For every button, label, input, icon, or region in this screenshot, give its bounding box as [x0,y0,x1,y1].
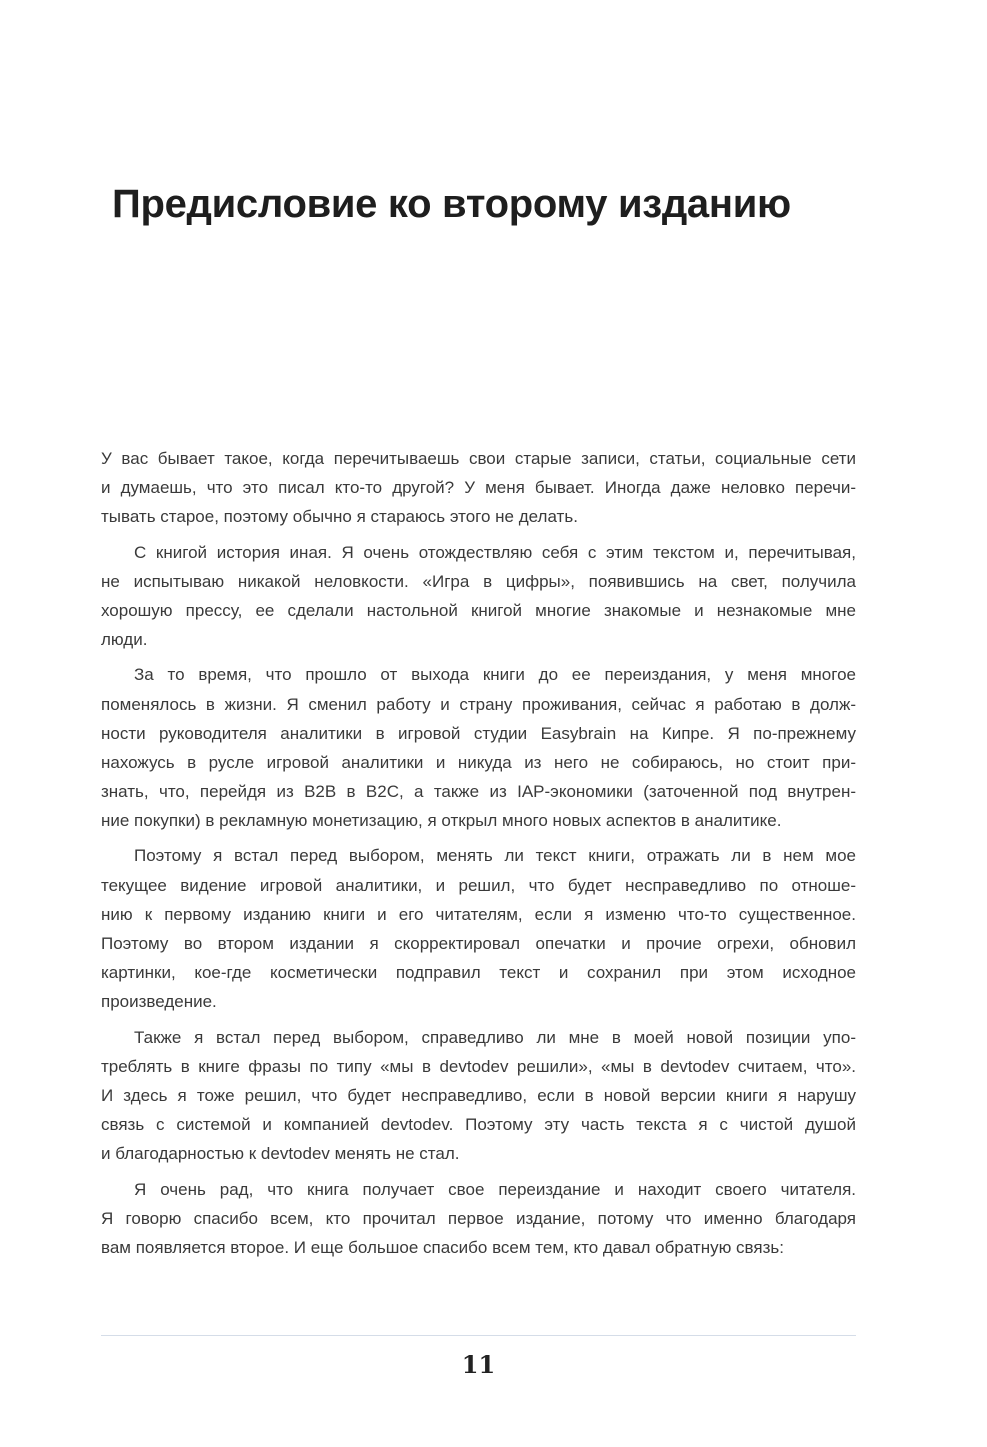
body-text [101,444,856,1268]
text-line: и думаешь, что это писал кто-то другой? У меня бывает. Иногда даже неловко перечи- [101,478,856,498]
paragraph [101,1023,856,1169]
paragraph [101,841,856,1016]
text-line: не испытываю никакой неловкости. «Игра в цифры», появившись на свет, получила [101,571,856,591]
text-line: люди. [101,630,148,650]
text-line: Поэтому я встал перед выбором, менять ли текст книги, отражать ли в нем мое [134,846,856,866]
paragraph [101,1175,856,1263]
footer-divider [101,1335,856,1336]
paragraph [101,444,856,532]
text-line: У вас бывает такое, когда перечитываешь свои старые записи, статьи, социальные сети [101,449,856,468]
paragraph [101,660,856,835]
text-line: С книгой история иная. Я очень отождествляю себя с этим текстом и, перечитывая, [134,542,856,562]
text-line: нию к первому изданию книги и его читателям, если я изменю что-то существенное. [101,904,856,924]
text-line: и благодарностью к devtodev менять не стал. [101,1144,460,1164]
text-line: За то время, что прошло от выхода книги до ее переиздания, у меня многое [134,665,856,685]
paragraph [101,538,856,655]
text-line: Я говорю спасибо всем, кто прочитал первое издание, потому что именно благодаря [101,1208,856,1228]
text-line: произведение. [101,992,217,1012]
page-title: Предисловие ко второму изданию [112,182,791,226]
text-line: Поэтому во втором издании я скорректировал опечатки и прочие огрехи, обновил [101,934,856,953]
text-line: ние покупки) в рекламную монетизацию, я открыл много новых аспектов в аналитике. [101,811,782,831]
text-line: И здесь я тоже решил, что будет несправедливо, если в новой версии книги я нарушу [101,1085,856,1105]
page-number: 11 [461,1350,496,1379]
text-line: связь с системой и компанией devtodev. Поэтому эту часть текста я с чистой душой [101,1115,856,1135]
text-line: поменялось в жизни. Я сменил работу и страну проживания, сейчас я работаю в долж- [101,694,856,714]
text-line: знать, что, перейдя из B2B в B2C, а также из IAP-экономики (заточенной под внутрен- [101,782,856,802]
text-line: вам появляется второе. И еще большое спасибо всем тем, кто давал обратную связь: [101,1237,784,1257]
text-line: ности руководителя аналитики в игровой студии Easybrain на Кипре. Я по-прежнему [101,723,856,743]
text-line: Я очень рад, что книга получает свое переиздание и находит своего читателя. [134,1179,856,1199]
text-line: картинки, кое-где косметически подправил текст и сохранил при этом исходное [101,963,856,983]
text-line: треблять в книге фразы по типу «мы в devtodev решили», «мы в devtodev считаем, что». [101,1056,856,1076]
text-line: текущее видение игровой аналитики, и решил, что будет несправедливо по отноше- [101,875,856,895]
text-line: Также я встал перед выбором, справедливо ли мне в моей новой позиции упо- [134,1027,856,1047]
text-line: хорошую прессу, ее сделали настольной книгой многие знакомые и незнакомые мне [101,600,856,620]
text-line: нахожусь в русле игровой аналитики и никуда из него не собираюсь, но стоит при- [101,752,856,772]
text-line: тывать старое, поэтому обычно я стараюсь этого не делать. [101,507,578,527]
